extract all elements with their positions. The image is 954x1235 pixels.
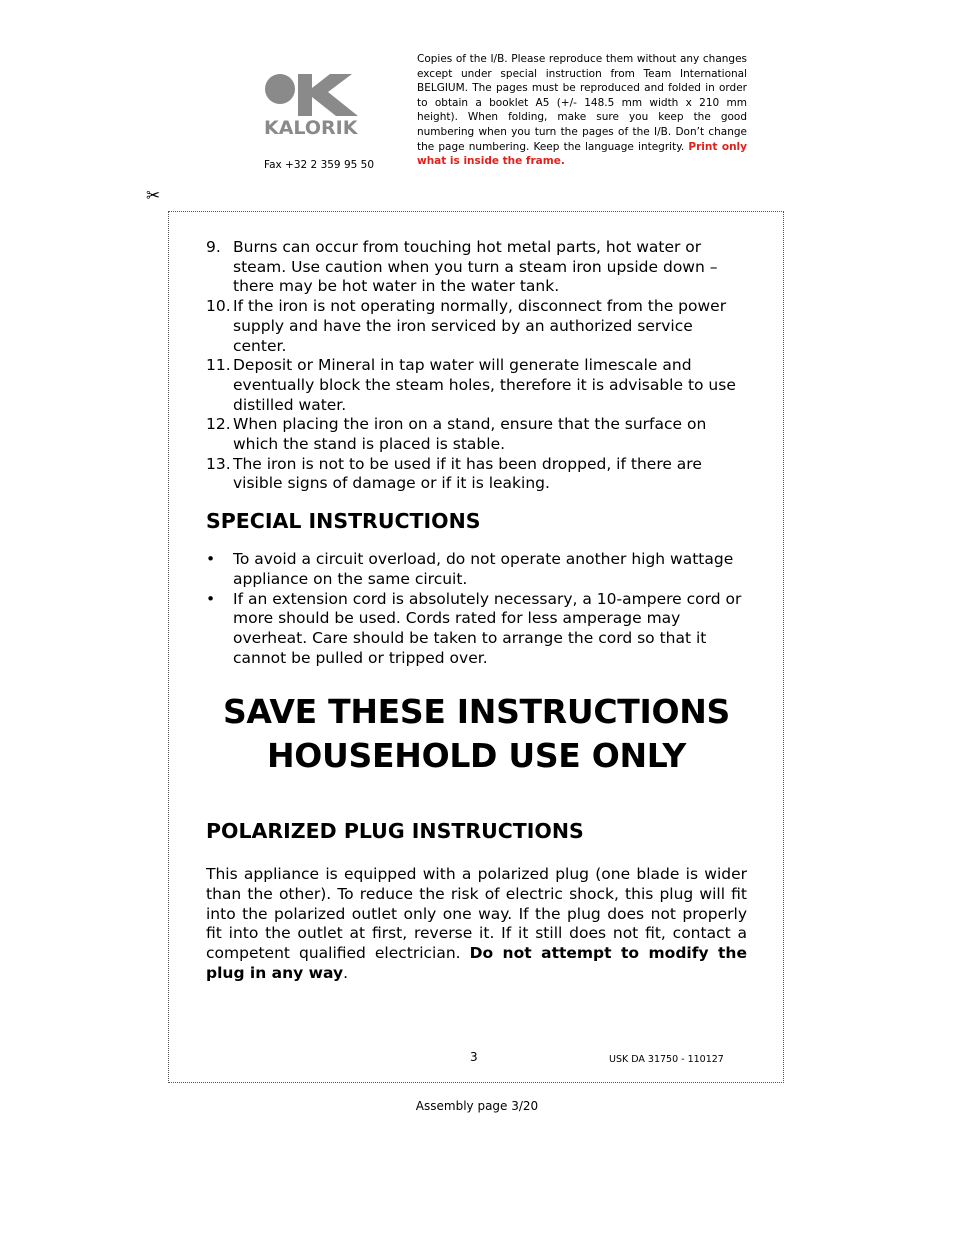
scissors-icon: ✂ bbox=[146, 186, 161, 206]
item-text: If the iron is not operating normally, disconnect from the power supply and have the iron serviced by an authorized service center. bbox=[233, 297, 727, 355]
bullet-icon: • bbox=[206, 589, 216, 608]
kalorik-logo bbox=[264, 72, 368, 138]
polarized-plug-heading: POLARIZED PLUG INSTRUCTIONS bbox=[206, 819, 584, 844]
item-number: 12. bbox=[206, 415, 231, 434]
item-number: 10. bbox=[206, 297, 231, 316]
list-item bbox=[206, 297, 747, 356]
list-item bbox=[206, 590, 747, 669]
item-number: 11. bbox=[206, 356, 231, 375]
special-instructions-list bbox=[206, 550, 747, 668]
assembly-page-label: Assembly page 3/20 bbox=[415, 1099, 539, 1113]
notice-text: Copies of the I/B. Please reproduce them without any changes except under special instruction from Team International BELGIUM. The pages must be reproduced and folded in order to obtain a booklet A5 (+/- 148.5 mm width x 210 mm height). When folding, make sure you keep the good numbering when you turn the pages of the I/B. Don’t change the page numbering. Keep the language integrity. bbox=[417, 53, 747, 153]
document-code: USK DA 31750 - 110127 bbox=[609, 1054, 724, 1065]
list-item bbox=[206, 455, 747, 494]
page-number: 3 bbox=[470, 1050, 478, 1064]
item-text: The iron is not to be used if it has been dropped, if there are visible signs of damage or if it is leaking. bbox=[233, 454, 702, 493]
item-text: Deposit or Mineral in tap water will generate limescale and eventually block the steam holes, therefore it is advisable to use distilled water. bbox=[233, 356, 736, 414]
notice-red-text: Print only what is inside the frame. bbox=[417, 140, 747, 168]
list-item bbox=[206, 550, 747, 589]
polarized-plug-paragraph bbox=[206, 865, 747, 983]
paragraph-text: This appliance is equipped with a polarized plug (one blade is wider than the other). To reduce the risk of electric shock, this plug will fit into the polarized outlet only one way. If the plug does not properly fit into the outlet at first, reverse it. If it still does not fit, contact a competent qualified electrician. bbox=[206, 865, 747, 963]
print-notice bbox=[417, 52, 747, 169]
item-text: When placing the iron on a stand, ensure that the surface on which the stand is placed is stable. bbox=[233, 415, 707, 454]
item-text: Burns can occur from touching hot metal parts, hot water or steam. Use caution when you turn a steam iron upside down – there may be hot water in the water tank. bbox=[233, 238, 718, 296]
item-text: To avoid a circuit overload, do not operate another high wattage appliance on the same circuit. bbox=[233, 550, 734, 588]
list-item bbox=[206, 238, 747, 297]
save-instructions-banner bbox=[206, 690, 747, 778]
logo-text: KALORIK bbox=[264, 117, 358, 138]
item-number: 9. bbox=[206, 238, 221, 256]
fax-number: Fax +32 2 359 95 50 bbox=[264, 159, 375, 171]
save-line-2: HOUSEHOLD USE ONLY bbox=[266, 736, 686, 776]
list-item bbox=[206, 356, 747, 415]
bullet-icon: • bbox=[206, 550, 216, 569]
safety-list bbox=[206, 238, 747, 494]
special-instructions-heading: SPECIAL INSTRUCTIONS bbox=[206, 509, 481, 534]
item-text: If an extension cord is absolutely necessary, a 10-ampere cord or more should be used. Cords rated for less amperage may overheat. Care should be taken to arrange the cord so that it cannot be pulled or tripped over. bbox=[233, 589, 742, 667]
paragraph-end: . bbox=[343, 963, 349, 982]
item-number: 13. bbox=[206, 454, 231, 473]
paragraph-bold-text: Do not attempt to modify the plug in any way bbox=[206, 944, 747, 982]
page-content bbox=[206, 238, 747, 984]
save-line-1: SAVE THESE INSTRUCTIONS bbox=[222, 692, 731, 732]
list-item bbox=[206, 415, 747, 454]
